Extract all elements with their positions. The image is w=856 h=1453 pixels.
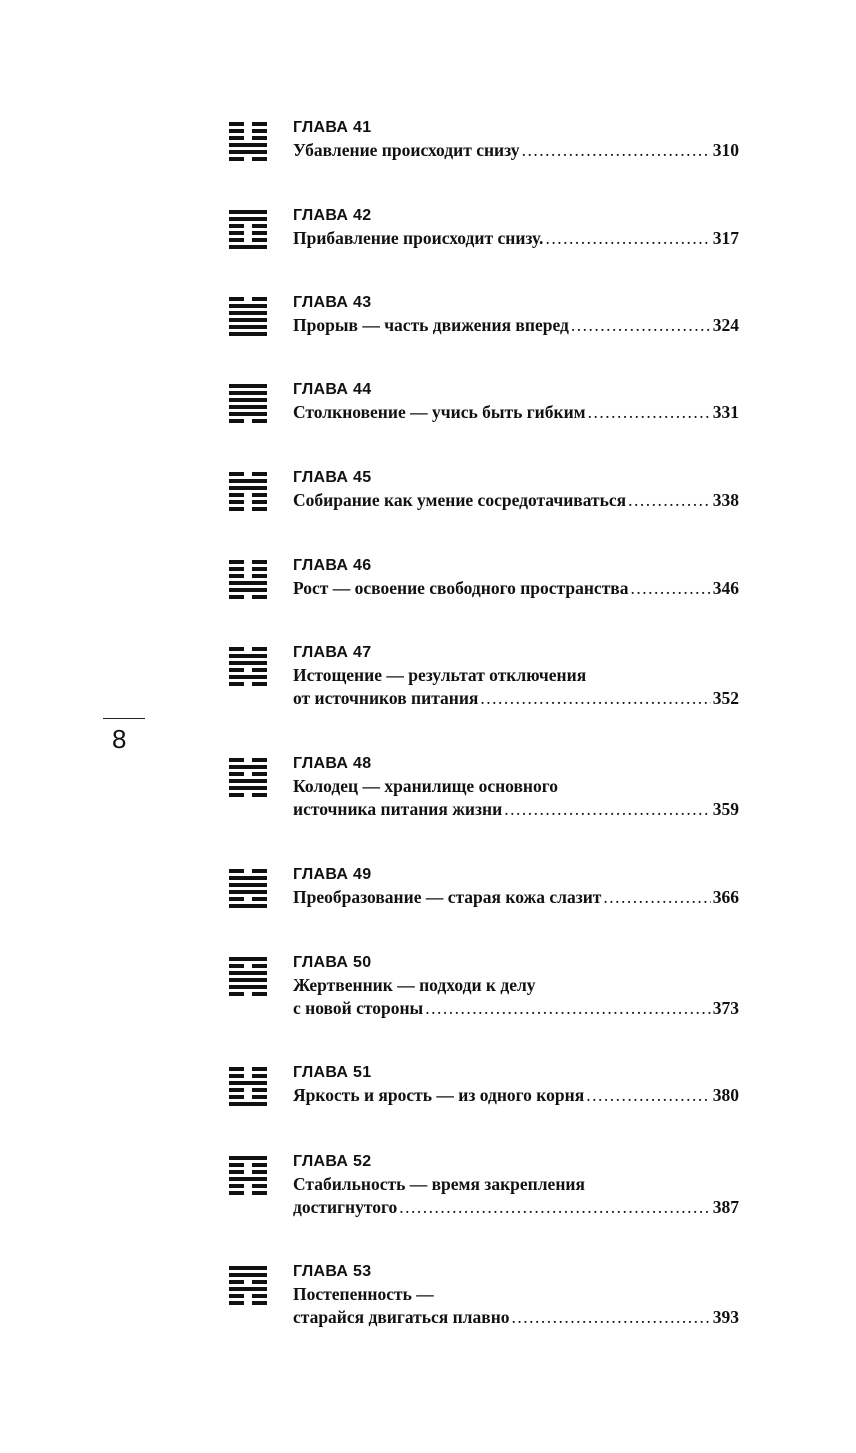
- chapter-page-number: 380: [712, 1085, 739, 1105]
- hexagram-icon: [229, 647, 267, 685]
- hexagram-broken-line: [229, 1280, 267, 1284]
- hexagram-solid-line: [229, 786, 267, 790]
- hexagram-solid-line: [229, 883, 267, 887]
- chapter-page-number: 352: [712, 688, 739, 708]
- hexagram-solid-line: [229, 217, 267, 221]
- chapter-label: ГЛАВА 51: [293, 1064, 372, 1081]
- hexagram-broken-line: [229, 419, 267, 423]
- dot-leader: [425, 997, 711, 1020]
- hexagram-icon: [229, 1156, 267, 1194]
- hexagram-broken-line: [229, 1170, 267, 1174]
- chapter-title-line: источника питания жизни: [293, 799, 503, 819]
- chapter-title-row: [293, 997, 739, 1020]
- toc-entry-text: [293, 752, 739, 821]
- chapter-title-row: [293, 227, 739, 250]
- hexagram-solid-line: [229, 890, 267, 894]
- hexagram-solid-line: [229, 318, 267, 322]
- dot-leader: [571, 314, 711, 337]
- page-number-rule: [103, 718, 145, 719]
- hexagram-solid-line: [229, 332, 267, 336]
- chapter-page-number: 393: [712, 1307, 739, 1327]
- hexagram-solid-line: [229, 985, 267, 989]
- hexagram-broken-line: [229, 224, 267, 228]
- chapter-title-line: Столкновение — учись быть гибким: [293, 402, 586, 422]
- hexagram-broken-line: [229, 758, 267, 762]
- chapter-label: ГЛАВА 49: [293, 866, 372, 883]
- hexagram-solid-line: [229, 1156, 267, 1160]
- chapter-title-line: Постепенность —: [293, 1284, 434, 1304]
- chapter-page-number: 387: [712, 1197, 739, 1217]
- page-number: 8: [112, 724, 127, 754]
- hexagram-icon: [229, 122, 267, 160]
- chapter-title-row: [293, 1196, 739, 1219]
- hexagram-broken-line: [229, 1067, 267, 1071]
- toc-entry-text: [293, 378, 739, 424]
- chapter-title-line: Стабильность — время закрепления: [293, 1174, 585, 1194]
- hexagram-broken-line: [229, 682, 267, 686]
- chapter-page-number: 338: [712, 490, 739, 510]
- chapter-title-row: [293, 577, 739, 600]
- chapter-label: ГЛАВА 53: [293, 1263, 372, 1280]
- toc-entry-text: [293, 1061, 739, 1107]
- chapter-title-line: старайся двигаться плавно: [293, 1307, 510, 1327]
- hexagram-icon: [229, 384, 267, 422]
- hexagram-broken-line: [229, 869, 267, 873]
- chapter-label: ГЛАВА 42: [293, 207, 372, 224]
- hexagram-broken-line: [229, 964, 267, 968]
- dot-leader: [512, 1306, 711, 1329]
- hexagram-broken-line: [229, 1163, 267, 1167]
- chapter-label: ГЛАВА 46: [293, 557, 372, 574]
- toc-entry-text: [293, 1150, 739, 1219]
- chapter-page-number: 373: [712, 998, 739, 1018]
- chapter-page-number: 366: [712, 887, 739, 907]
- chapter-title-row: [293, 1084, 739, 1107]
- dot-leader: [480, 687, 710, 710]
- hexagram-icon: [229, 297, 267, 335]
- hexagram-solid-line: [229, 486, 267, 490]
- hexagram-broken-line: [229, 772, 267, 776]
- chapter-page-number: 317: [712, 228, 739, 248]
- dot-leader: [631, 577, 711, 600]
- chapter-title-line: Жертвенник — подходи к делу: [293, 975, 536, 995]
- chapter-title-line: Прибавление происходит снизу.: [293, 228, 544, 248]
- hexagram-solid-line: [229, 1081, 267, 1085]
- chapter-title-line: Прорыв — часть движения вперед: [293, 315, 569, 335]
- hexagram-solid-line: [229, 143, 267, 147]
- hexagram-solid-line: [229, 876, 267, 880]
- chapter-title-line: Рост — освоение свободного пространства: [293, 578, 629, 598]
- hexagram-solid-line: [229, 654, 267, 658]
- hexagram-solid-line: [229, 978, 267, 982]
- hexagram-icon: [229, 869, 267, 907]
- hexagram-broken-line: [229, 668, 267, 672]
- chapter-label: ГЛАВА 41: [293, 119, 372, 136]
- hexagram-solid-line: [229, 384, 267, 388]
- hexagram-solid-line: [229, 675, 267, 679]
- hexagram-solid-line: [229, 150, 267, 154]
- chapter-title-row: [293, 886, 739, 909]
- dot-leader: [504, 798, 711, 821]
- hexagram-solid-line: [229, 398, 267, 402]
- hexagram-broken-line: [229, 1184, 267, 1188]
- toc-entry-text: [293, 204, 739, 250]
- chapter-title-row: [293, 401, 739, 424]
- hexagram-broken-line: [229, 231, 267, 235]
- hexagram-solid-line: [229, 1287, 267, 1291]
- hexagram-broken-line: [229, 1301, 267, 1305]
- hexagram-solid-line: [229, 971, 267, 975]
- chapter-title-row: [293, 489, 739, 512]
- toc-entry-text: [293, 554, 739, 600]
- chapter-page-number: 324: [712, 315, 739, 335]
- hexagram-solid-line: [229, 1266, 267, 1270]
- hexagram-broken-line: [229, 1088, 267, 1092]
- hexagram-solid-line: [229, 588, 267, 592]
- chapter-title-row: [293, 139, 739, 162]
- hexagram-broken-line: [229, 595, 267, 599]
- hexagram-broken-line: [229, 897, 267, 901]
- hexagram-icon: [229, 560, 267, 598]
- chapter-label: ГЛАВА 52: [293, 1153, 372, 1170]
- hexagram-broken-line: [229, 129, 267, 133]
- chapter-label: ГЛАВА 50: [293, 954, 372, 971]
- hexagram-broken-line: [229, 560, 267, 564]
- toc-entry-text: [293, 863, 739, 909]
- hexagram-icon: [229, 1266, 267, 1304]
- hexagram-solid-line: [229, 391, 267, 395]
- hexagram-icon: [229, 210, 267, 248]
- hexagram-broken-line: [229, 574, 267, 578]
- chapter-title-line: Яркость и ярость — из одного корня: [293, 1085, 585, 1105]
- chapter-title-line: от источников питания: [293, 688, 479, 708]
- toc-entry-text: [293, 641, 739, 710]
- hexagram-solid-line: [229, 304, 267, 308]
- chapter-page-number: 310: [712, 140, 739, 160]
- hexagram-broken-line: [229, 493, 267, 497]
- chapter-page-number: 359: [712, 799, 739, 819]
- hexagram-solid-line: [229, 245, 267, 249]
- chapter-title-row: [293, 1306, 739, 1329]
- hexagram-icon: [229, 1067, 267, 1105]
- hexagram-broken-line: [229, 1095, 267, 1099]
- hexagram-solid-line: [229, 210, 267, 214]
- chapter-title-line: Убавление происходит снизу: [293, 140, 520, 160]
- hexagram-broken-line: [229, 992, 267, 996]
- hexagram-broken-line: [229, 472, 267, 476]
- hexagram-broken-line: [229, 793, 267, 797]
- hexagram-broken-line: [229, 238, 267, 242]
- dot-leader: [588, 401, 711, 424]
- dot-leader: [522, 139, 711, 162]
- hexagram-broken-line: [229, 507, 267, 511]
- hexagram-solid-line: [229, 1102, 267, 1106]
- hexagram-icon: [229, 957, 267, 995]
- dot-leader: [603, 886, 710, 909]
- hexagram-solid-line: [229, 904, 267, 908]
- chapter-title-row: [293, 687, 739, 710]
- hexagram-solid-line: [229, 412, 267, 416]
- chapter-title-line: достигнутого: [293, 1197, 398, 1217]
- chapter-title-line: Преобразование — старая кожа слазит: [293, 887, 602, 907]
- chapter-title-line: Собирание как умение сосредотачиваться: [293, 490, 627, 510]
- chapter-title-line: с новой стороны: [293, 998, 424, 1018]
- chapter-label: ГЛАВА 43: [293, 294, 372, 311]
- chapter-title-row: [293, 798, 739, 821]
- chapter-label: ГЛАВА 44: [293, 381, 372, 398]
- toc-entry-text: [293, 466, 739, 512]
- toc-entry-text: [293, 291, 739, 337]
- chapter-label: ГЛАВА 47: [293, 644, 372, 661]
- dot-leader: [399, 1196, 711, 1219]
- hexagram-broken-line: [229, 136, 267, 140]
- dot-leader: [545, 227, 710, 250]
- hexagram-solid-line: [229, 779, 267, 783]
- chapter-page-number: 346: [712, 578, 739, 598]
- hexagram-solid-line: [229, 765, 267, 769]
- hexagram-solid-line: [229, 661, 267, 665]
- dot-leader: [628, 489, 711, 512]
- hexagram-solid-line: [229, 1273, 267, 1277]
- hexagram-solid-line: [229, 1177, 267, 1181]
- hexagram-solid-line: [229, 405, 267, 409]
- hexagram-solid-line: [229, 325, 267, 329]
- hexagram-solid-line: [229, 311, 267, 315]
- hexagram-solid-line: [229, 957, 267, 961]
- hexagram-broken-line: [229, 500, 267, 504]
- chapter-title-line: Истощение — результат отключения: [293, 665, 587, 685]
- hexagram-broken-line: [229, 122, 267, 126]
- hexagram-broken-line: [229, 1294, 267, 1298]
- chapter-page-number: 331: [712, 402, 739, 422]
- hexagram-broken-line: [229, 647, 267, 651]
- hexagram-solid-line: [229, 581, 267, 585]
- hexagram-broken-line: [229, 567, 267, 571]
- hexagram-icon: [229, 472, 267, 510]
- toc-entry-text: [293, 116, 739, 162]
- chapter-title-line: Колодец — хранилище основного: [293, 776, 559, 796]
- dot-leader: [586, 1084, 711, 1107]
- hexagram-broken-line: [229, 157, 267, 161]
- toc-entry-text: [293, 1260, 739, 1329]
- hexagram-solid-line: [229, 479, 267, 483]
- chapter-label: ГЛАВА 45: [293, 469, 372, 486]
- chapter-label: ГЛАВА 48: [293, 755, 372, 772]
- chapter-title-row: [293, 314, 739, 337]
- hexagram-broken-line: [229, 1191, 267, 1195]
- toc-entry-text: [293, 951, 739, 1020]
- hexagram-icon: [229, 758, 267, 796]
- hexagram-broken-line: [229, 297, 267, 301]
- hexagram-broken-line: [229, 1074, 267, 1078]
